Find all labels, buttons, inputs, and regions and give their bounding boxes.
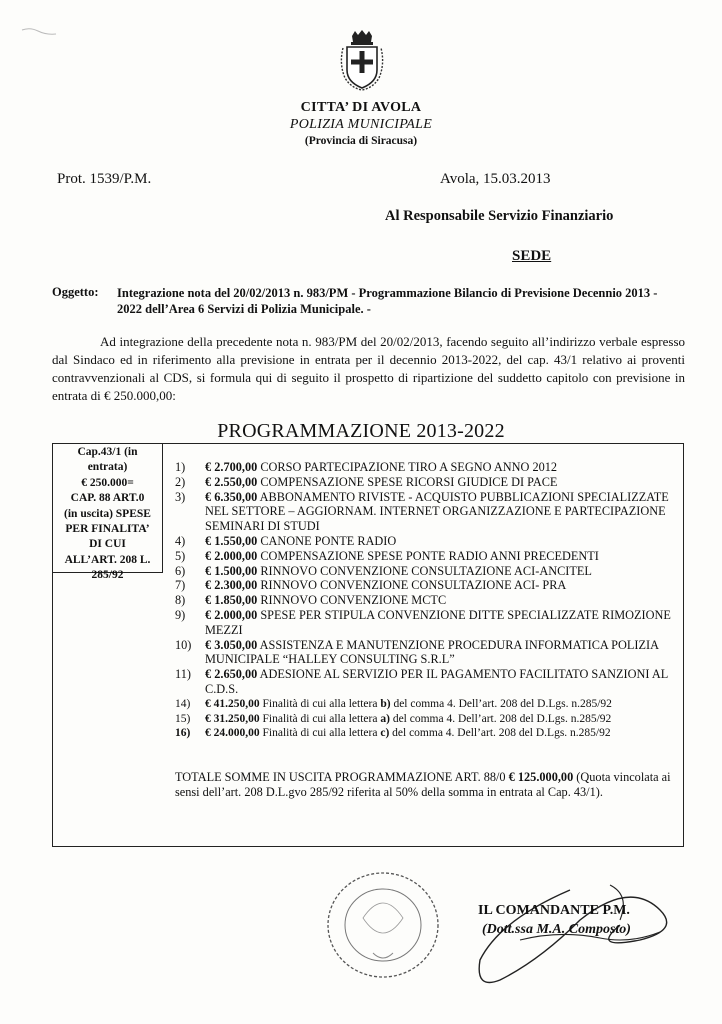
place-date: Avola, 15.03.2013 bbox=[440, 171, 551, 187]
item-text: CANONE PONTE RADIO bbox=[257, 533, 397, 548]
protocol-number: Prot. 1539/P.M. bbox=[57, 171, 152, 187]
list-item bbox=[175, 593, 685, 608]
total-amount: € 125.000,00 bbox=[508, 770, 574, 784]
item-text: Finalità di cui alla lettera bbox=[259, 727, 381, 740]
item-amount: € 1.550,00 bbox=[205, 533, 258, 548]
item-number: 7) bbox=[175, 578, 186, 593]
item-text: COMPENSAZIONE SPESE RICORSI GIUDICE DI PACE bbox=[257, 474, 558, 489]
total-label: TOTALE SOMME IN USCITA PROGRAMMAZIONE ART. 88/0 bbox=[175, 770, 509, 784]
item-number: 11) bbox=[175, 667, 191, 682]
item-amount: € 2.300,00 bbox=[205, 578, 258, 593]
list-item bbox=[175, 490, 685, 534]
corner-mark bbox=[20, 26, 60, 38]
city-crest-icon bbox=[337, 30, 387, 92]
item-amount: € 1.500,00 bbox=[205, 563, 258, 578]
item-amount: € 24.000,00 bbox=[205, 727, 260, 740]
chapter-line: Cap.43/1 (in bbox=[77, 446, 138, 458]
list-item bbox=[175, 564, 685, 579]
sede-label: SEDE bbox=[512, 248, 552, 264]
total-note: (Quota vincolata ai sensi dell’art. 208 D.L.gvo 285/92 riferita al 50% della somma in entrata al Cap. 43/1). bbox=[175, 770, 671, 799]
item-text: SPESE PER STIPULA CONVENZIONE DITTE SPECIALIZZATE RIMOZIONE MEZZI bbox=[205, 607, 671, 637]
item-number: 1) bbox=[175, 460, 186, 474]
chapter-line: DI CUI bbox=[89, 538, 126, 551]
item-text: ABBONAMENTO RIVISTE - ACQUISTO PUBBLICAZIONI SPECIALIZZATE NEL SETTORE – AGGIORNAM. INTERNET ORGANIZZAZIONE E PARTECIPAZIONE SEMINARI DI STUDI bbox=[205, 489, 669, 534]
handwritten-signature bbox=[460, 880, 690, 1000]
item-number: 6) bbox=[175, 563, 186, 578]
item-amount: € 3.050,00 bbox=[205, 637, 258, 652]
item-amount: € 2.000,00 bbox=[205, 548, 258, 563]
list-item bbox=[175, 638, 685, 668]
item-amount: € 2.550,00 bbox=[205, 474, 258, 489]
item-tail: del comma 4. Dell’art. 208 del D.Lgs. n.285/92 bbox=[390, 697, 612, 710]
list-item bbox=[175, 726, 685, 741]
list-item bbox=[175, 697, 685, 712]
chapter-line: entrata) bbox=[87, 461, 128, 474]
subject-text: Integrazione nota del 20/02/2013 n. 983/PM - Programmazione Bilancio di Previsione Decennio 2013 - 2022 dell’Area 6 Servizi di Polizia Municipale. - bbox=[117, 286, 658, 316]
chapter-line: ALL’ART. 208 L. bbox=[64, 553, 151, 566]
item-text: CORSO PARTECIPAZIONE TIRO A SEGNO ANNO 2012 bbox=[257, 460, 558, 474]
chapter-line: 285/92 bbox=[91, 569, 124, 582]
item-text: Finalità di cui alla lettera bbox=[259, 712, 381, 725]
recipient: Al Responsabile Servizio Finanziario bbox=[385, 208, 614, 224]
list-item bbox=[175, 667, 685, 697]
list-item bbox=[175, 475, 685, 490]
item-amount: € 2.700,00 bbox=[205, 460, 258, 474]
item-amount: € 41.250,00 bbox=[205, 697, 260, 710]
chapter-line: € 250.000= bbox=[81, 476, 134, 489]
item-text: ASSISTENZA E MANUTENZIONE PROCEDURA INFORMATICA POLIZIA MUNICIPALE “HALLEY CONSULTING S.R.L” bbox=[205, 637, 659, 667]
province-name: (Provincia di Siracusa) bbox=[304, 135, 418, 147]
item-amount: € 31.250,00 bbox=[205, 712, 260, 725]
item-number: 16) bbox=[175, 727, 191, 740]
list-item bbox=[175, 460, 685, 475]
item-number: 9) bbox=[175, 607, 186, 622]
city-name: CITTA’ DI AVOLA bbox=[300, 100, 422, 115]
item-number: 10) bbox=[175, 637, 192, 652]
chapter-line: (in uscita) SPESE bbox=[64, 507, 151, 520]
item-number: 15) bbox=[175, 712, 191, 725]
list-item bbox=[175, 712, 685, 727]
item-letter: c) bbox=[380, 727, 390, 740]
item-number: 5) bbox=[175, 548, 186, 563]
item-text: RINNOVO CONVENZIONE CONSULTAZIONE ACI-ANCITEL bbox=[257, 563, 592, 578]
body-paragraph: Ad integrazione della precedente nota n. 983/PM del 20/02/2013, facendo seguito all’indirizzo verbale espresso dal Sindaco ed in riferimento alla previsione in entrata per il decennio 2013-2022, del cap. 43/1 relativo ai proventi contravvenzionali al CDS, si formula qui di seguito il prospetto di ripartizione del suddetto capitolo con previsione in entrata di € 250.000,00: bbox=[52, 334, 685, 403]
item-tail: del comma 4. Dell’art. 208 del D.Lgs. n.285/92 bbox=[389, 712, 612, 725]
item-text: RINNOVO CONVENZIONE MCTC bbox=[257, 593, 447, 608]
signature-title: IL COMANDANTE P.M. bbox=[478, 903, 630, 918]
programme-title: PROGRAMMAZIONE 2013-2022 bbox=[217, 420, 505, 442]
expense-list bbox=[175, 460, 685, 741]
subject-label: Oggetto: bbox=[52, 285, 99, 299]
item-number: 3) bbox=[175, 489, 186, 504]
item-amount: € 1.850,00 bbox=[205, 593, 258, 608]
chapter-line: CAP. 88 ART.0 bbox=[70, 492, 145, 505]
official-stamp-icon bbox=[323, 868, 443, 983]
item-text: RINNOVO CONVENZIONE CONSULTAZIONE ACI- PRA bbox=[257, 578, 567, 593]
total-paragraph bbox=[175, 770, 675, 800]
chapter-line: PER FINALITA’ bbox=[65, 523, 150, 536]
chapter-cell bbox=[53, 444, 163, 582]
department-name: POLIZIA MUNICIPALE bbox=[289, 117, 433, 132]
list-item bbox=[175, 578, 685, 593]
item-text: Finalità di cui alla lettera bbox=[259, 697, 381, 710]
item-text: COMPENSAZIONE SPESE PONTE RADIO ANNI PRECEDENTI bbox=[257, 548, 599, 563]
item-number: 4) bbox=[175, 533, 186, 548]
list-item bbox=[175, 608, 685, 638]
programme-table bbox=[52, 443, 684, 847]
item-amount: € 2.000,00 bbox=[205, 607, 258, 622]
item-letter: a) bbox=[380, 712, 390, 725]
list-item bbox=[175, 534, 685, 549]
item-tail: del comma 4. Dell’art. 208 del D.Lgs. n.285/92 bbox=[389, 727, 611, 740]
list-item bbox=[175, 549, 685, 564]
item-number: 2) bbox=[175, 474, 186, 489]
item-number: 8) bbox=[175, 593, 186, 608]
item-amount: € 2.650,00 bbox=[205, 667, 258, 682]
item-letter: b) bbox=[380, 697, 391, 710]
item-number: 14) bbox=[175, 697, 191, 710]
item-text: ADESIONE AL SERVIZIO PER IL PAGAMENTO FACILITATO SANZIONI AL C.D.S. bbox=[205, 667, 668, 696]
signature-name: (Dott.ssa M.A. Composto) bbox=[482, 922, 631, 937]
item-amount: € 6.350,00 bbox=[205, 489, 258, 504]
